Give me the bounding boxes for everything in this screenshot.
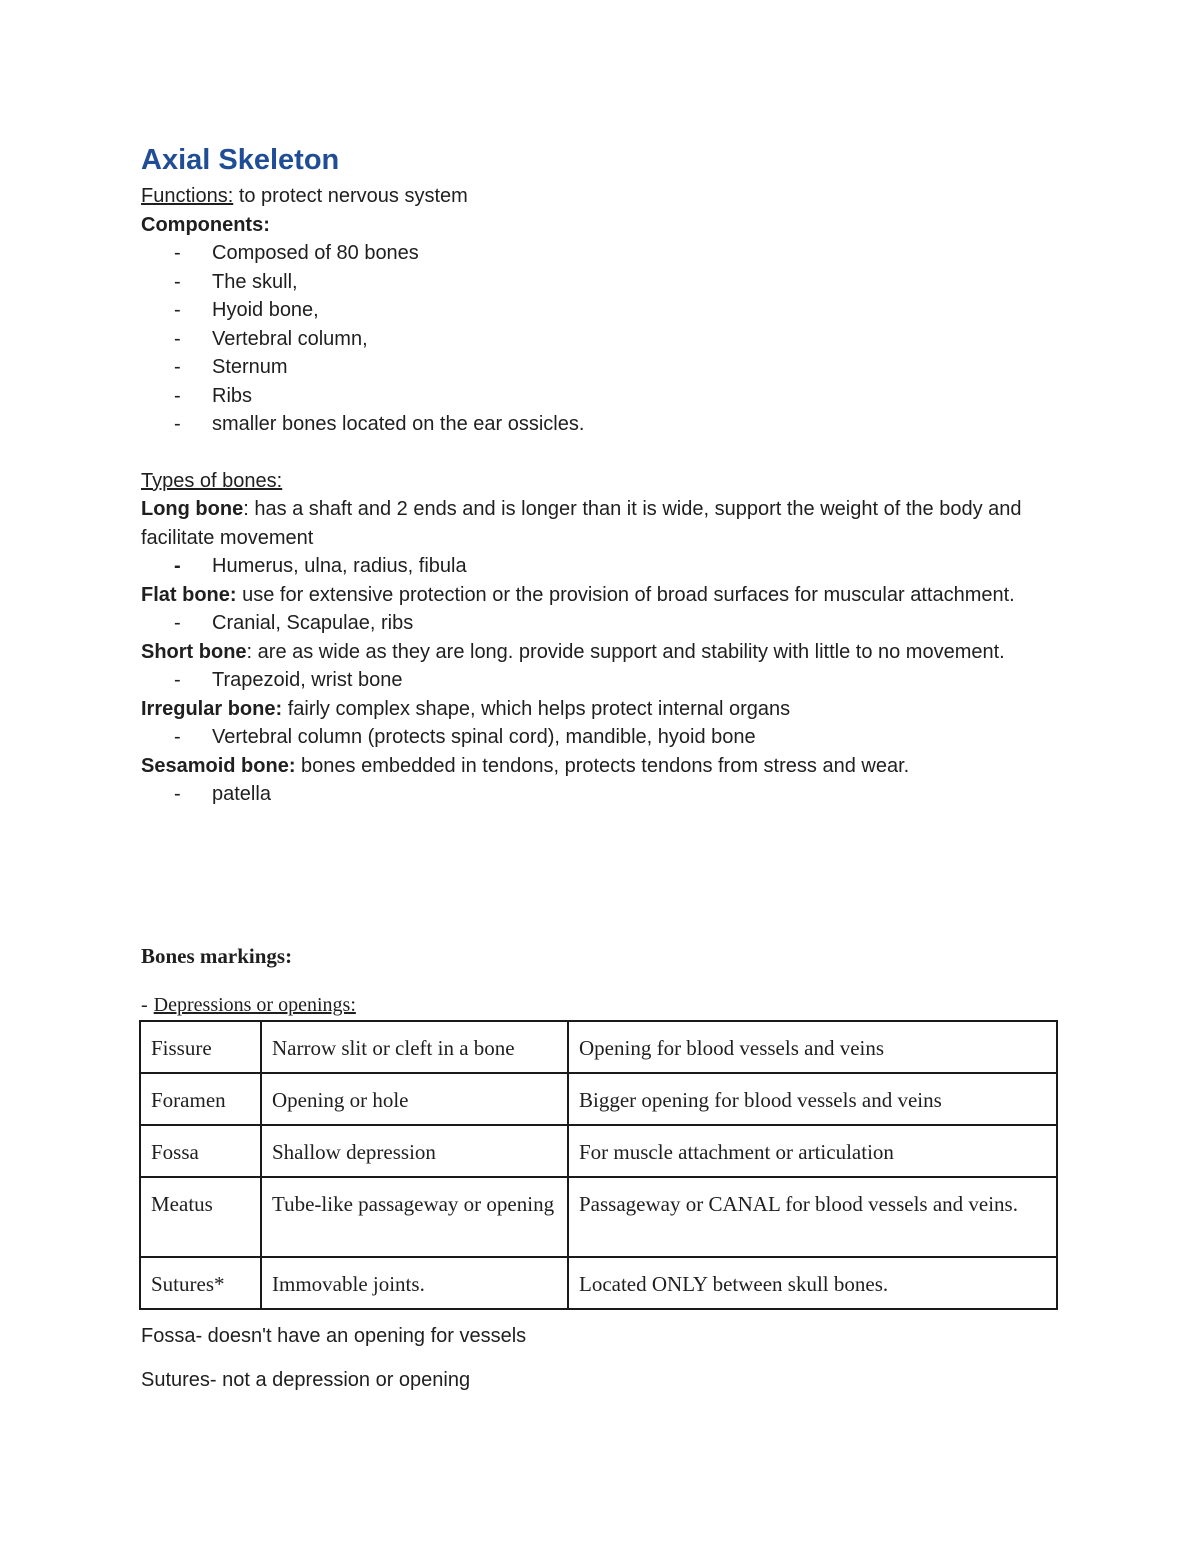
table-cell: Immovable joints. — [261, 1257, 568, 1309]
note-fossa: Fossa- doesn't have an opening for vessels — [141, 1325, 527, 1347]
dash-bullet: - — [174, 669, 181, 691]
list-item: - Sternum — [141, 353, 1061, 382]
bone-markings-table — [139, 1020, 1058, 1310]
table-cell: Foramen — [140, 1073, 261, 1125]
table-row — [140, 1021, 1057, 1073]
depressions-subheading: - Depressions or openings: — [141, 994, 356, 1016]
list-item: - Hyoid bone, — [141, 296, 1061, 325]
table-cell: Fissure — [140, 1021, 261, 1073]
bone-type-long: Long bone: has a shaft and 2 ends and is longer than it is wide, support the weight of the body and facilitate movement — [141, 498, 1022, 549]
list-item: - Vertebral column, — [141, 325, 1061, 354]
list-item: - The skull, — [141, 268, 1061, 297]
functions-label: Functions: — [141, 185, 234, 207]
bone-example-list — [141, 552, 1061, 581]
dash-bullet: - — [174, 327, 181, 350]
components-label: Components: — [141, 213, 270, 236]
bone-example-list — [141, 780, 1061, 809]
table-cell: Located ONLY between skull bones. — [568, 1257, 1057, 1309]
list-item: - patella — [141, 780, 1061, 809]
dash-bullet: - — [174, 242, 181, 264]
dash-bullet: - — [174, 612, 181, 634]
table-row — [140, 1257, 1057, 1309]
dash-bullet: - — [174, 726, 181, 748]
components-list — [141, 239, 1061, 439]
bone-example-list — [141, 609, 1061, 638]
table-cell: Meatus — [140, 1177, 261, 1257]
table-row — [140, 1073, 1057, 1125]
table-cell: Sutures* — [140, 1257, 261, 1309]
table-cell: Shallow depression — [261, 1125, 568, 1177]
table-cell: Fossa — [140, 1125, 261, 1177]
bone-type-flat: Flat bone: use for extensive protection or the provision of broad surfaces for muscular attachment. — [141, 583, 1015, 606]
dash-bullet: - — [174, 299, 181, 321]
dash-bullet: - — [174, 356, 181, 378]
functions-text: to protect nervous system — [233, 185, 468, 207]
table-cell: Opening or hole — [261, 1073, 568, 1125]
bone-type-short: Short bone: are as wide as they are long. provide support and stability with little to no movement. — [141, 640, 1005, 663]
dash-bullet: - — [174, 555, 181, 577]
dash-bullet: - — [174, 413, 181, 435]
dash-bullet: - — [174, 270, 181, 293]
table-row — [140, 1177, 1057, 1257]
document-body — [141, 140, 1061, 809]
list-item: - Composed of 80 bones — [141, 239, 1061, 268]
types-heading: Types of bones: — [141, 469, 283, 492]
table-cell: Passageway or CANAL for blood vessels and veins. — [568, 1177, 1057, 1257]
list-item: - Ribs — [141, 382, 1061, 411]
list-item: - Trapezoid, wrist bone — [141, 666, 1061, 695]
page-title: Axial Skeleton — [141, 144, 340, 176]
list-item: - Vertebral column (protects spinal cord), mandible, hyoid bone — [141, 723, 1061, 752]
bone-type-irregular: Irregular bone: fairly complex shape, which helps protect internal organs — [141, 697, 791, 720]
table-cell: Tube-like passageway or opening — [261, 1177, 568, 1257]
table-cell: Bigger opening for blood vessels and veins — [568, 1073, 1057, 1125]
table-row — [140, 1125, 1057, 1177]
list-item: - Cranial, Scapulae, ribs — [141, 609, 1061, 638]
list-item: - smaller bones located on the ear ossicles. — [141, 410, 1061, 439]
dash-bullet: - — [141, 994, 148, 1016]
markings-title: Bones markings: — [141, 944, 293, 968]
table-cell: Opening for blood vessels and veins — [568, 1021, 1057, 1073]
table-cell: For muscle attachment or articulation — [568, 1125, 1057, 1177]
list-item: - Humerus, ulna, radius, fibula — [141, 552, 1061, 581]
bone-example-list — [141, 666, 1061, 695]
dash-bullet: - — [174, 783, 181, 805]
functions-line — [141, 182, 1061, 211]
note-sutures: Sutures- not a depression or opening — [141, 1369, 471, 1391]
dash-bullet: - — [174, 384, 181, 407]
bone-example-list — [141, 723, 1061, 752]
bone-type-sesamoid: Sesamoid bone: bones embedded in tendons, protects tendons from stress and wear. — [141, 754, 910, 777]
table-cell: Narrow slit or cleft in a bone — [261, 1021, 568, 1073]
